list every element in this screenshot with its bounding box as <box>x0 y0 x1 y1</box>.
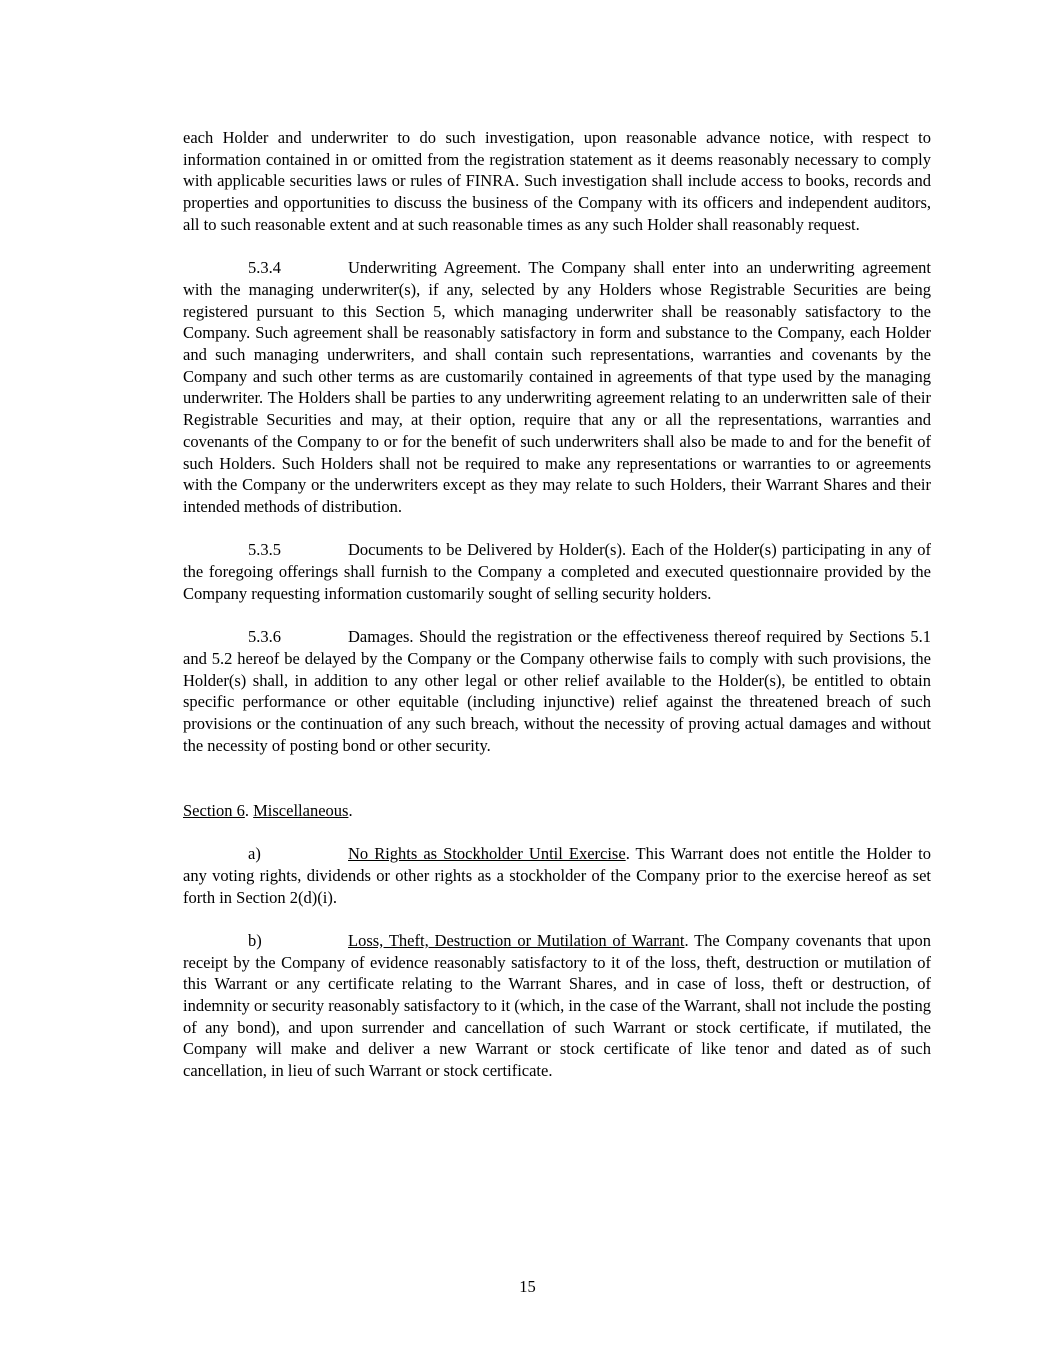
page-number: 15 <box>519 1277 536 1296</box>
clause-number-5-3-5: 5.3.5 <box>248 540 281 560</box>
item-a-number: a) <box>248 844 261 864</box>
clause-text-5-3-4: Underwriting Agreement. The Company shall enter into an underwriting agreement with the managing underwriter(s), if any, selected by any Holders whose Registrable Securities are being registered pursuant to this Section 5, which managing underwriter shall be reasonably satisfactory to the Company. Such agreement shall be reasonably satisfactory in form and substance to the Company, each Holder and such managing underwriters, and shall contain such representations, warranties and covenants by the Company and such other terms as are customarily contained in agreements of that type used by the managing underwriter. The Holders shall be parties to any underwriting agreement relating to an underwritten sale of their Registrable Securities and may, at their option, require that any or all the representations, warranties and covenants of the Company to or for the benefit of such underwriters shall also be made to and for the benefit of such Holders. Such Holders shall not be required to make any representations or warranties to or agreements with the Company or the underwriters except as they may relate to such Holders, their Warrant Shares and their intended methods of distribution. <box>183 258 931 516</box>
item-b-text: . The Company covenants that upon receipt by the Company of evidence reasonably satisfactory to it of the loss, theft, destruction or mutilation of this Warrant or any certificate relating to the Warrant Shares, and in case of loss, theft or destruction, of indemnity or security reasonably satisfactory to it (which, in the case of the Warrant, shall not include the posting of any bond), and upon surrender and cancellation of such Warrant or stock certificate, if mutilated, the Company will make and deliver a new Warrant or stock certificate of like tenor and dated as of such cancellation, in lieu of such Warrant or stock certificate. <box>183 930 932 1081</box>
section-6-label: Section 6 <box>183 800 245 820</box>
paragraph-continuation <box>183 127 931 236</box>
section-6-terminator: . <box>348 800 353 820</box>
paragraph-item-a <box>183 843 931 908</box>
document-body <box>183 127 931 1104</box>
clause-text-5-3-5: Documents to be Delivered by Holder(s). Each of the Holder(s) participating in any of the foregoing offerings shall furnish to the Company a completed and executed questionnaire provided by the Company requesting information customarily sought of selling security holders. <box>183 540 931 603</box>
item-b-number: b) <box>248 930 262 950</box>
clause-text-5-3-6: Damages. Should the registration or the effectiveness thereof required by Sections 5.1 and 5.2 hereof be delayed by the Company or the Company otherwise fails to comply with such provisions, the Holder(s) shall, in addition to any other legal or other relief available to the Holder(s), be entitled to obtain specific performance or other equitable (including injunctive) relief against the threatened breach of such provisions or the continuation of any such breach, without the necessity of proving actual damages and without the necessity of posting bond or other security. <box>183 627 931 755</box>
paragraph-clause-5-3-4 <box>183 257 931 517</box>
section-6-heading <box>183 800 931 822</box>
item-b-heading: Loss, Theft, Destruction or Mutilation of Warrant <box>348 930 685 950</box>
item-a-text: . This Warrant does not entitle the Holder to any voting rights, dividends or other rights as a stockholder of the Company prior to the exercise hereof as set forth in Section 2(d)(i). <box>183 844 931 907</box>
item-a-heading: No Rights as Stockholder Until Exercise <box>348 844 626 864</box>
section-6-separator: . <box>244 800 254 820</box>
paragraph-item-b <box>183 930 931 1082</box>
clause-number-5-3-4: 5.3.4 <box>248 258 281 278</box>
paragraph-continuation-text: each Holder and underwriter to do such investigation, upon reasonable advance notice, with respect to information contained in or omitted from the registration statement as it deems reasonably necessary to comply with applicable securities laws or rules of FINRA. Such investigation shall include access to books, records and properties and opportunities to discuss the business of the Company with its officers and independent auditors, all to such reasonable extent and at such reasonable times as any such Holder shall reasonably request. <box>183 128 931 234</box>
paragraph-clause-5-3-5 <box>183 539 931 604</box>
clause-number-5-3-6: 5.3.6 <box>248 627 281 647</box>
paragraph-clause-5-3-6 <box>183 626 931 756</box>
section-6-title: Miscellaneous <box>253 800 349 820</box>
